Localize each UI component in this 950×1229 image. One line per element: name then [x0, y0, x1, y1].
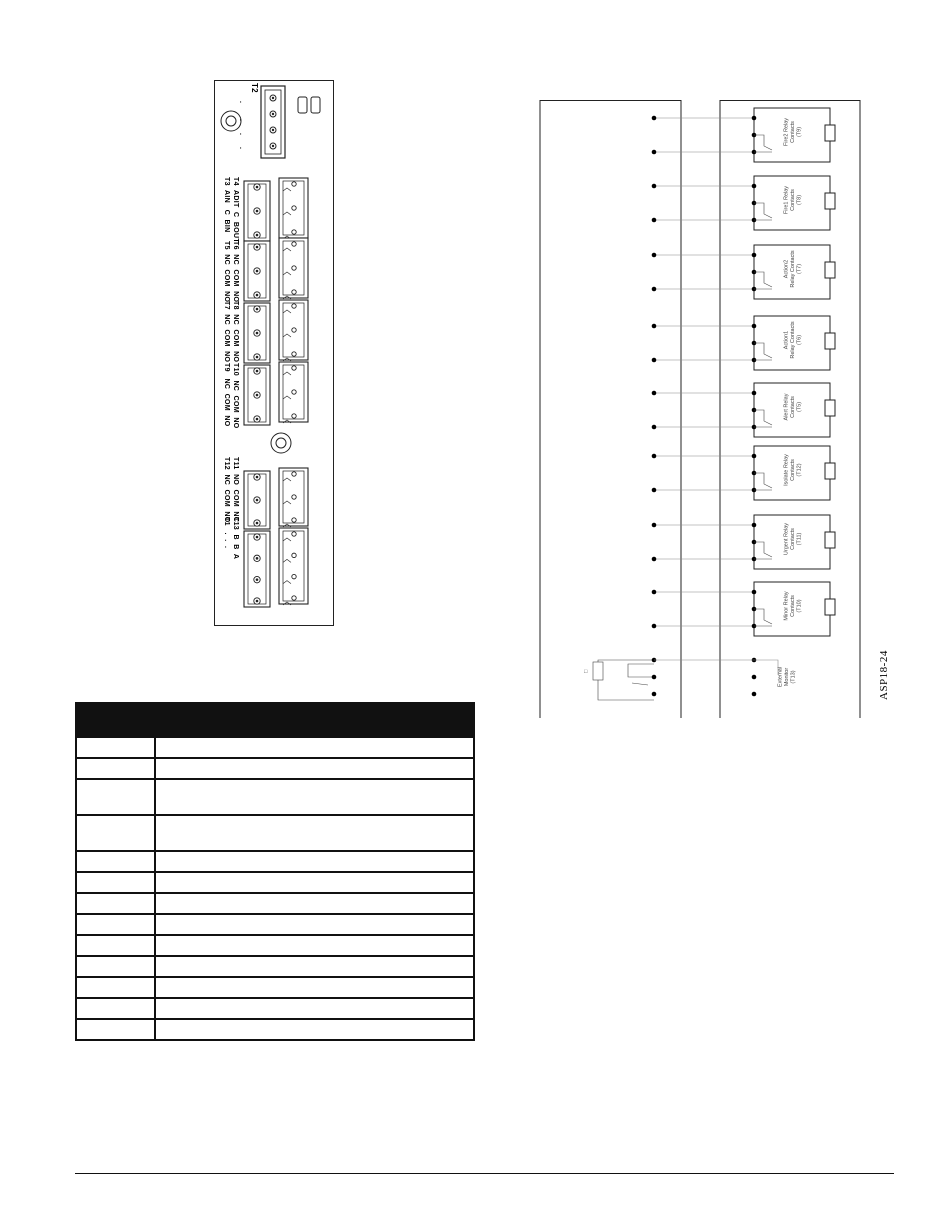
table-row: [76, 998, 474, 1019]
t2-connector: [261, 86, 285, 158]
t2-pin-2: .: [238, 119, 245, 122]
terminal-label-t11-t12: T11 NO COM NC T12 NC COM NO: [223, 457, 239, 523]
table-cell: [76, 851, 155, 872]
table-cell: [155, 737, 474, 758]
table-cell: [155, 1019, 474, 1040]
table-cell: [155, 893, 474, 914]
table-cell: [76, 914, 155, 935]
relay-label: Fire1 RelayContacts(T8): [783, 185, 803, 215]
fuse-2: [311, 97, 320, 113]
relay-contact-group: [652, 383, 835, 437]
terminal-block-t3-t4: [244, 178, 308, 241]
relay-label: Urgent RelayContacts(T11): [783, 522, 803, 556]
table-header-cell: [155, 703, 474, 737]
table-row: [76, 935, 474, 956]
relay-contact-group: [652, 176, 835, 230]
table-row: [76, 815, 474, 851]
relay-groups: [652, 108, 835, 696]
table-cell: [76, 998, 155, 1019]
table-cell: [76, 893, 155, 914]
relay-contact-group: [652, 316, 835, 370]
relay-contact-group: [652, 108, 835, 162]
relay-contact-group: [652, 515, 835, 569]
terminal-block-t9-t10: [244, 362, 308, 425]
table-cell: [155, 872, 474, 893]
table-cell: [155, 758, 474, 779]
table-cell: [155, 935, 474, 956]
table-row: [76, 779, 474, 815]
terminal-label-t9-t10: T10 NC COM NO T9 NC COM NO: [223, 363, 239, 429]
relay-label: Alert RelayContacts(T5): [783, 393, 803, 421]
terminal-block-t1-t13: [244, 528, 308, 607]
fuse-1: [298, 97, 307, 113]
table-row: [76, 893, 474, 914]
footer-rule: [75, 1173, 894, 1174]
terminal-table: [75, 702, 475, 1041]
terminal-blocks: [244, 178, 308, 607]
table-row: [76, 758, 474, 779]
table-cell: [155, 779, 474, 815]
table-row: [76, 737, 474, 758]
table-cell: [76, 779, 155, 815]
table-header-cell: [76, 703, 155, 737]
relay-label: Isolate RelayContacts(T12): [783, 454, 803, 486]
t2-label: T2: [250, 83, 259, 93]
mounting-hole-middle: [271, 433, 291, 453]
table-cell: [76, 956, 155, 977]
external-monitor-label: ExternalMonitor(T13): [777, 666, 797, 688]
terminal-block-t5-t6: [244, 238, 308, 301]
terminal-block-t11-t12: [244, 468, 308, 529]
loop-resistor-mark: □: [584, 669, 588, 675]
table-cell: [76, 872, 155, 893]
relay-label: Minor RelayContacts(T10): [783, 591, 803, 621]
table-cell: [155, 977, 474, 998]
table-row: [76, 914, 474, 935]
table-cell: [76, 815, 155, 851]
table-cell: [155, 956, 474, 977]
terminal-label-t7-t8: T8 NC COM NO T7 NC COM NO: [223, 301, 239, 363]
figure-reference-code: ASP18-24: [878, 650, 890, 700]
relay-contact-group: [652, 245, 835, 299]
table-cell: [155, 998, 474, 1019]
table-row: [76, 977, 474, 998]
table-cell: [76, 935, 155, 956]
t2-pin-1: .: [238, 101, 245, 104]
terminal-label-t1-t13: T13 B B A T1 . . .: [223, 517, 239, 560]
t2-pin-3: .: [238, 133, 245, 136]
table-row: [76, 851, 474, 872]
relay-label: Fire2 RelayContacts(T9): [783, 117, 803, 147]
relay-contact-group: [652, 582, 835, 636]
table-cell: [76, 977, 155, 998]
external-monitor-group: [652, 658, 797, 697]
terminal-board: [214, 80, 334, 626]
table-cell: [155, 914, 474, 935]
table-cell: [76, 758, 155, 779]
relay-label: Action1Relay Contacts(T6): [783, 321, 803, 359]
terminal-block-t7-t8: [244, 300, 308, 363]
table-cell: [155, 815, 474, 851]
table-row: [76, 956, 474, 977]
relay-label: Action2Relay Contacts(T7): [783, 250, 803, 288]
external-monitor-loop: [593, 660, 654, 700]
relay-contact-group: [652, 446, 835, 500]
table-cell: [76, 737, 155, 758]
relay-wiring-diagram: [538, 100, 868, 720]
table-cell: [155, 851, 474, 872]
terminal-label-t3-t4: T4 ADIT C BOUT T3 AIN C BIN: [223, 177, 239, 243]
table-header-row: [76, 703, 474, 737]
t2-pin-4: .: [238, 147, 245, 150]
table-cell: [76, 1019, 155, 1040]
table-row: [76, 1019, 474, 1040]
terminal-label-t5-t6: T6 NC COM NO T5 NC COM NO: [223, 241, 239, 303]
table-row: [76, 872, 474, 893]
